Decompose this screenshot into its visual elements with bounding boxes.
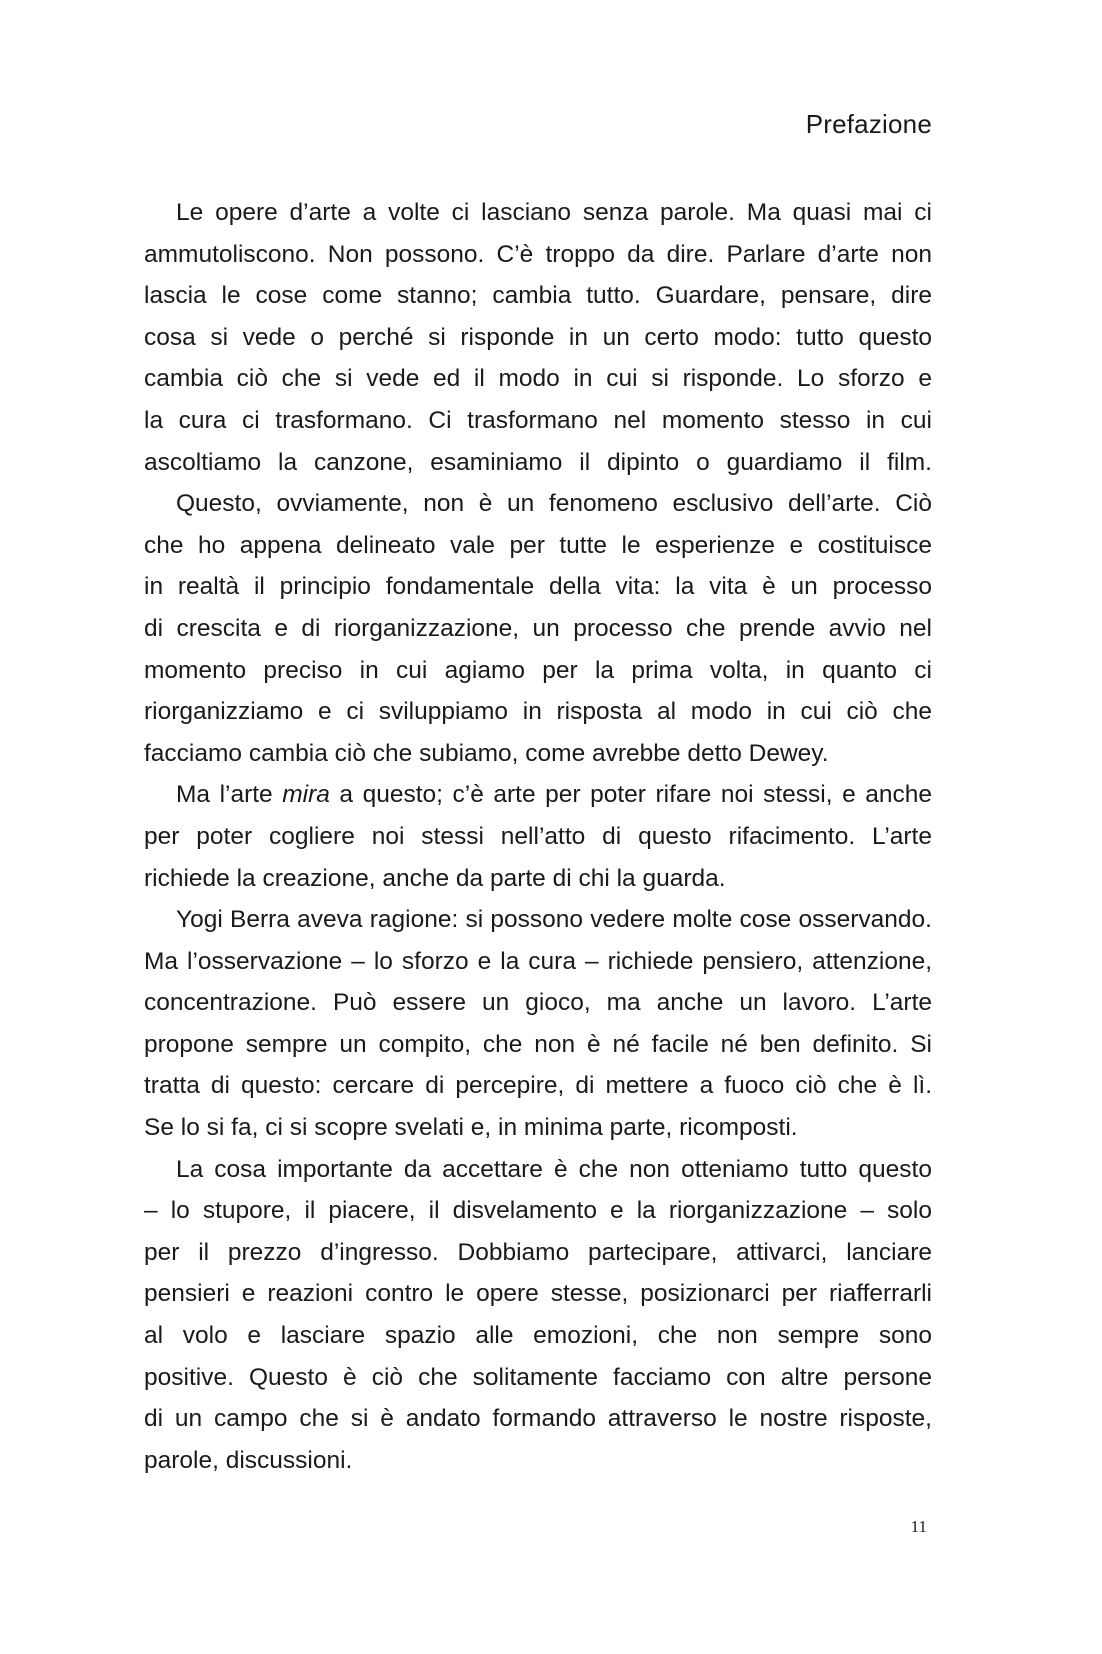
text-line: Questo, ovviamente, non è un fenomeno esclusivo dell’arte. Ciò xyxy=(176,490,932,518)
text-run: a questo; c’è arte per poter rifare noi stessi, e anche xyxy=(329,781,932,809)
text-line: Se lo si fa, ci si scopre svelati e, in minima parte, ricomposti. xyxy=(144,1114,798,1142)
text-line: concentrazione. Può essere un gioco, ma anche un lavoro. L’arte xyxy=(144,989,932,1017)
text-line: al volo e lasciare spazio alle emozioni, che non sempre sono xyxy=(144,1322,932,1350)
text-line: la cura ci trasformano. Ci trasformano nel momento stesso in cui xyxy=(144,406,932,434)
text-line: cambia ciò che si vede ed il modo in cui si risponde. Lo sforzo e xyxy=(144,365,932,393)
body-text xyxy=(144,192,932,1481)
text-line: Ma l’osservazione – lo sforzo e la cura – richiede pensiero, attenzione, xyxy=(144,947,932,975)
page-number: 11 xyxy=(910,1517,927,1536)
paragraph-3 xyxy=(144,774,932,899)
paragraph-5 xyxy=(144,1149,932,1482)
text-line: lascia le cose come stanno; cambia tutto. Guardare, pensare, dire xyxy=(144,282,932,310)
text-line: di un campo che si è andato formando attraverso le nostre risposte, xyxy=(144,1405,932,1433)
paragraph-1 xyxy=(144,192,932,483)
text-line: in realtà il principio fondamentale della vita: la vita è un processo xyxy=(144,573,932,601)
text-line: cosa si vede o perché si risponde in un certo modo: tutto questo xyxy=(144,323,932,351)
paragraph-2 xyxy=(144,483,932,774)
text-line: per il prezzo d’ingresso. Dobbiamo partecipare, attivarci, lanciare xyxy=(144,1238,932,1266)
text-line: positive. Questo è ciò che solitamente facciamo con altre persone xyxy=(144,1363,932,1391)
text-line: per poter cogliere noi stessi nell’atto di questo rifacimento. L’arte xyxy=(144,822,932,850)
text-line: – lo stupore, il piacere, il disvelamento e la riorganizzazione – solo xyxy=(144,1197,932,1225)
text-line: di crescita e di riorganizzazione, un processo che prende avvio nel xyxy=(144,614,932,642)
text-line: richiede la creazione, anche da parte di chi la guarda. xyxy=(144,864,726,892)
text-line xyxy=(144,774,932,816)
text-line: ascoltiamo la canzone, esaminiamo il dipinto o guardiamo il film. xyxy=(144,448,932,476)
text-line: parole, discussioni. xyxy=(144,1446,353,1474)
text-line: che ho appena delineato vale per tutte le esperienze e costituisce xyxy=(144,531,932,559)
paragraph-4 xyxy=(144,899,932,1149)
text-line: Le opere d’arte a volte ci lasciano senza parole. Ma quasi mai ci xyxy=(176,199,932,226)
emphasis-text: mira xyxy=(282,781,330,809)
text-line: ammutoliscono. Non possono. C’è troppo da dire. Parlare d’arte non xyxy=(144,240,932,268)
text-line: Yogi Berra aveva ragione: si possono vedere molte cose osservando. xyxy=(176,906,932,934)
text-line: La cosa importante da accettare è che non otteniamo tutto questo xyxy=(176,1155,932,1183)
text-line: pensieri e reazioni contro le opere stesse, posizionarci per riafferrarli xyxy=(144,1280,932,1308)
text-line: tratta di questo: cercare di percepire, di mettere a fuoco ciò che è lì. xyxy=(144,1072,932,1100)
text-line: facciamo cambia ciò che subiamo, come avrebbe detto Dewey. xyxy=(144,739,829,767)
text-run: Ma l’arte xyxy=(176,781,283,809)
text-line: riorganizziamo e ci sviluppiamo in risposta al modo in cui ciò che xyxy=(144,698,932,726)
text-line: propone sempre un compito, che non è né facile né ben definito. Si xyxy=(144,1030,932,1058)
text-line: momento preciso in cui agiamo per la prima volta, in quanto ci xyxy=(144,656,932,684)
running-head: Prefazione xyxy=(805,109,932,139)
